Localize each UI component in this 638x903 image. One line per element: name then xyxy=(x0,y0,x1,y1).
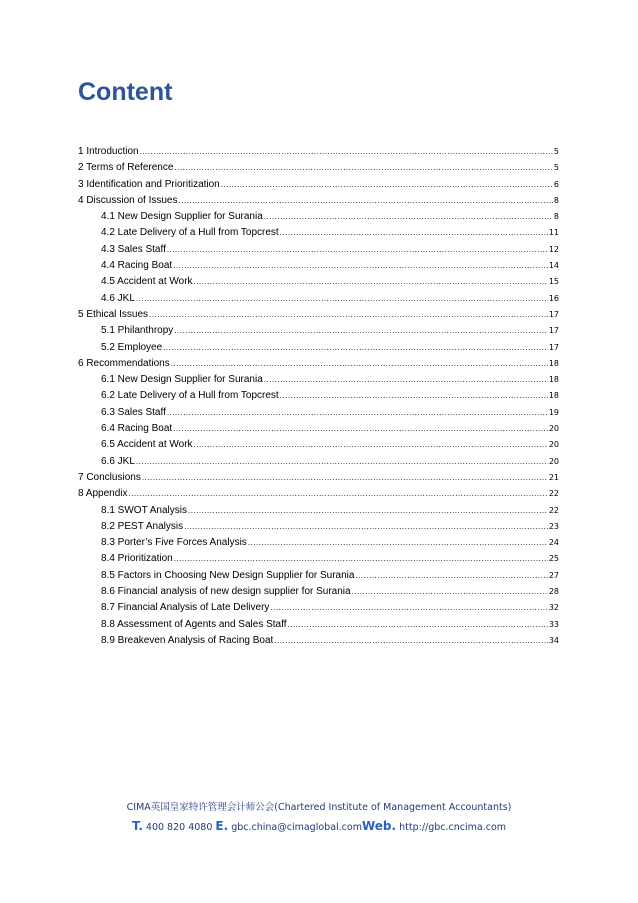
footer-organization-name: CIMA英国皇家特许管理会计师公会(Chartered Institute of Management Accountants) xyxy=(126,802,512,813)
toc-entry[interactable] xyxy=(78,454,559,470)
toc-entry-title: 5 Ethical Issues xyxy=(78,308,149,320)
toc-dot-leader xyxy=(221,177,553,193)
toc-entry[interactable] xyxy=(78,551,559,567)
toc-entry[interactable] xyxy=(78,617,559,633)
toc-entry[interactable] xyxy=(78,193,559,209)
toc-entry-title: 6.2 Late Delivery of a Hull from Topcrest xyxy=(101,390,279,402)
footer-organization xyxy=(0,799,638,813)
toc-dot-leader xyxy=(149,307,548,323)
toc-entry[interactable] xyxy=(78,340,559,356)
footer-web-label: Web. xyxy=(361,819,397,833)
toc-entry-title: 6.4 Racing Boat xyxy=(101,423,173,435)
toc-entry-page-number: 19 xyxy=(548,407,559,417)
toc-entry-page-number: 22 xyxy=(548,489,559,499)
toc-dot-leader xyxy=(280,388,548,404)
toc-entry-title: 8.5 Factors in Choosing New Design Supplier for Surania xyxy=(101,569,355,581)
toc-entry[interactable] xyxy=(78,323,559,339)
toc-entry-title: 8.4 Prioritization xyxy=(101,553,173,565)
toc-entry-page-number: 20 xyxy=(548,440,559,450)
toc-dot-leader xyxy=(163,340,548,356)
toc-entry-title: 6.6 JKL xyxy=(101,455,135,467)
toc-dot-leader xyxy=(179,193,553,209)
toc-entry-title: 3 Identification and Prioritization xyxy=(78,178,220,190)
page-title: Content xyxy=(78,78,173,106)
toc-dot-leader xyxy=(167,242,548,258)
toc-entry[interactable] xyxy=(78,356,559,372)
toc-entry-page-number: 23 xyxy=(548,521,559,531)
toc-dot-leader xyxy=(352,584,548,600)
footer-email-label: E. xyxy=(215,819,229,833)
toc-entry[interactable] xyxy=(78,209,559,225)
toc-entry-title: 4.5 Accident at Work xyxy=(101,276,193,288)
toc-entry-page-number: 27 xyxy=(548,570,559,580)
toc-dot-leader xyxy=(274,633,547,649)
toc-dot-leader xyxy=(194,437,548,453)
toc-entry[interactable] xyxy=(78,144,559,160)
footer-web-link[interactable]: http://gbc.cncima.com xyxy=(399,822,507,833)
toc-entry[interactable] xyxy=(78,486,559,502)
toc-entry-page-number: 22 xyxy=(548,505,559,515)
toc-entry-title: 7 Conclusions xyxy=(78,471,141,483)
toc-entry-page-number: 18 xyxy=(548,358,559,368)
toc-dot-leader xyxy=(142,470,548,486)
toc-dot-leader xyxy=(174,323,548,339)
toc-entry-page-number: 18 xyxy=(548,391,559,401)
toc-entry[interactable] xyxy=(78,503,559,519)
toc-entry-page-number: 20 xyxy=(548,456,559,466)
toc-entry-page-number: 34 xyxy=(548,635,559,645)
toc-entry-title: 8 Appendix xyxy=(78,488,128,500)
toc-dot-leader xyxy=(136,291,548,307)
toc-entry-page-number: 21 xyxy=(548,472,559,482)
toc-entry[interactable] xyxy=(78,160,559,176)
toc-dot-leader xyxy=(264,209,553,225)
toc-entry[interactable] xyxy=(78,568,559,584)
toc-entry-page-number: 8 xyxy=(553,212,559,222)
toc-dot-leader xyxy=(174,551,548,567)
toc-entry-title: 4.1 New Design Supplier for Surania xyxy=(101,211,263,223)
toc-dot-leader xyxy=(248,535,548,551)
toc-entry[interactable] xyxy=(78,242,559,258)
toc-entry-page-number: 32 xyxy=(548,603,559,613)
toc-entry-title: 8.2 PEST Analysis xyxy=(101,520,184,532)
toc-entry[interactable] xyxy=(78,519,559,535)
toc-entry[interactable] xyxy=(78,177,559,193)
toc-dot-leader xyxy=(167,405,548,421)
footer-tel-label: T. xyxy=(131,819,143,833)
toc-dot-leader xyxy=(188,503,548,519)
toc-entry-title: 4 Discussion of Issues xyxy=(78,194,178,206)
toc-entry-title: 1 Introduction xyxy=(78,146,139,157)
toc-dot-leader xyxy=(280,225,548,241)
toc-entry-title: 5.1 Philanthropy xyxy=(101,325,174,337)
toc-entry-title: 2 Terms of Reference xyxy=(78,162,174,174)
toc-entry-title: 8.7 Financial Analysis of Late Delivery xyxy=(101,602,270,614)
toc-entry-page-number: 8 xyxy=(553,195,559,205)
toc-entry-page-number: 5 xyxy=(553,147,559,156)
toc-entry-page-number: 17 xyxy=(548,342,559,352)
toc-entry[interactable] xyxy=(78,535,559,551)
toc-entry-page-number: 17 xyxy=(548,309,559,319)
toc-entry-title: 8.9 Breakeven Analysis of Racing Boat xyxy=(101,634,274,646)
toc-dot-leader xyxy=(129,486,548,502)
toc-entry-title: 8.3 Porter’s Five Forces Analysis xyxy=(101,537,247,549)
footer-tel: 400 820 4080 xyxy=(145,822,213,833)
toc-entry[interactable] xyxy=(78,291,559,307)
toc-dot-leader xyxy=(355,568,547,584)
toc-entry-title: 5.2 Employee xyxy=(101,341,163,353)
toc-entry[interactable] xyxy=(78,307,559,323)
toc-dot-leader xyxy=(140,144,553,160)
toc-entry-page-number: 25 xyxy=(548,554,559,564)
toc-dot-leader xyxy=(174,160,552,176)
toc-entry-title: 4.6 JKL xyxy=(101,292,135,304)
toc-entry-title: 8.1 SWOT Analysis xyxy=(101,504,187,516)
table-of-contents xyxy=(78,144,559,649)
toc-dot-leader xyxy=(288,617,548,633)
toc-entry[interactable] xyxy=(78,372,559,388)
footer-contact xyxy=(0,819,638,833)
toc-dot-leader xyxy=(184,519,548,535)
toc-entry-page-number: 14 xyxy=(548,261,559,271)
toc-entry[interactable] xyxy=(78,437,559,453)
toc-entry-title: 8.6 Financial analysis of new design supplier for Surania xyxy=(101,586,351,598)
toc-entry[interactable] xyxy=(78,225,559,241)
toc-entry-page-number: 24 xyxy=(548,538,559,548)
toc-dot-leader xyxy=(173,258,548,274)
toc-dot-leader xyxy=(270,600,547,616)
toc-entry-title: 4.4 Racing Boat xyxy=(101,260,173,272)
toc-entry[interactable] xyxy=(78,388,559,404)
toc-entry-title: 6.3 Sales Staff xyxy=(101,406,166,418)
toc-entry-page-number: 5 xyxy=(553,163,559,173)
toc-dot-leader xyxy=(264,372,548,388)
toc-entry-page-number: 6 xyxy=(553,179,559,189)
toc-entry-title: 6.1 New Design Supplier for Surania xyxy=(101,374,263,386)
toc-entry-title: 4.2 Late Delivery of a Hull from Topcrest xyxy=(101,227,279,239)
toc-dot-leader xyxy=(171,356,548,372)
toc-entry-title: 6 Recommendations xyxy=(78,357,170,369)
footer-email-link[interactable]: gbc.china@cimaglobal.com xyxy=(231,822,362,833)
toc-entry[interactable] xyxy=(78,405,559,421)
toc-dot-leader xyxy=(136,454,548,470)
toc-entry-page-number: 12 xyxy=(548,244,559,254)
toc-entry-page-number: 28 xyxy=(548,587,559,597)
toc-entry-page-number: 17 xyxy=(548,326,559,336)
toc-entry-page-number: 33 xyxy=(548,619,559,629)
toc-entry[interactable] xyxy=(78,274,559,290)
toc-entry-page-number: 16 xyxy=(548,293,559,303)
toc-entry-page-number: 18 xyxy=(548,375,559,385)
toc-entry[interactable] xyxy=(78,633,559,649)
toc-dot-leader xyxy=(173,421,548,437)
toc-entry-page-number: 11 xyxy=(548,228,559,238)
toc-entry[interactable] xyxy=(78,600,559,616)
toc-entry-page-number: 20 xyxy=(548,424,559,434)
toc-entry[interactable] xyxy=(78,421,559,437)
toc-entry-title: 4.3 Sales Staff xyxy=(101,243,166,255)
toc-entry-title: 6.5 Accident at Work xyxy=(101,439,193,451)
toc-entry[interactable] xyxy=(78,584,559,600)
toc-dot-leader xyxy=(194,274,548,290)
toc-entry[interactable] xyxy=(78,258,559,274)
toc-entry[interactable] xyxy=(78,470,559,486)
toc-entry-title: 8.8 Assessment of Agents and Sales Staff xyxy=(101,618,287,630)
toc-entry-page-number: 15 xyxy=(548,277,559,287)
